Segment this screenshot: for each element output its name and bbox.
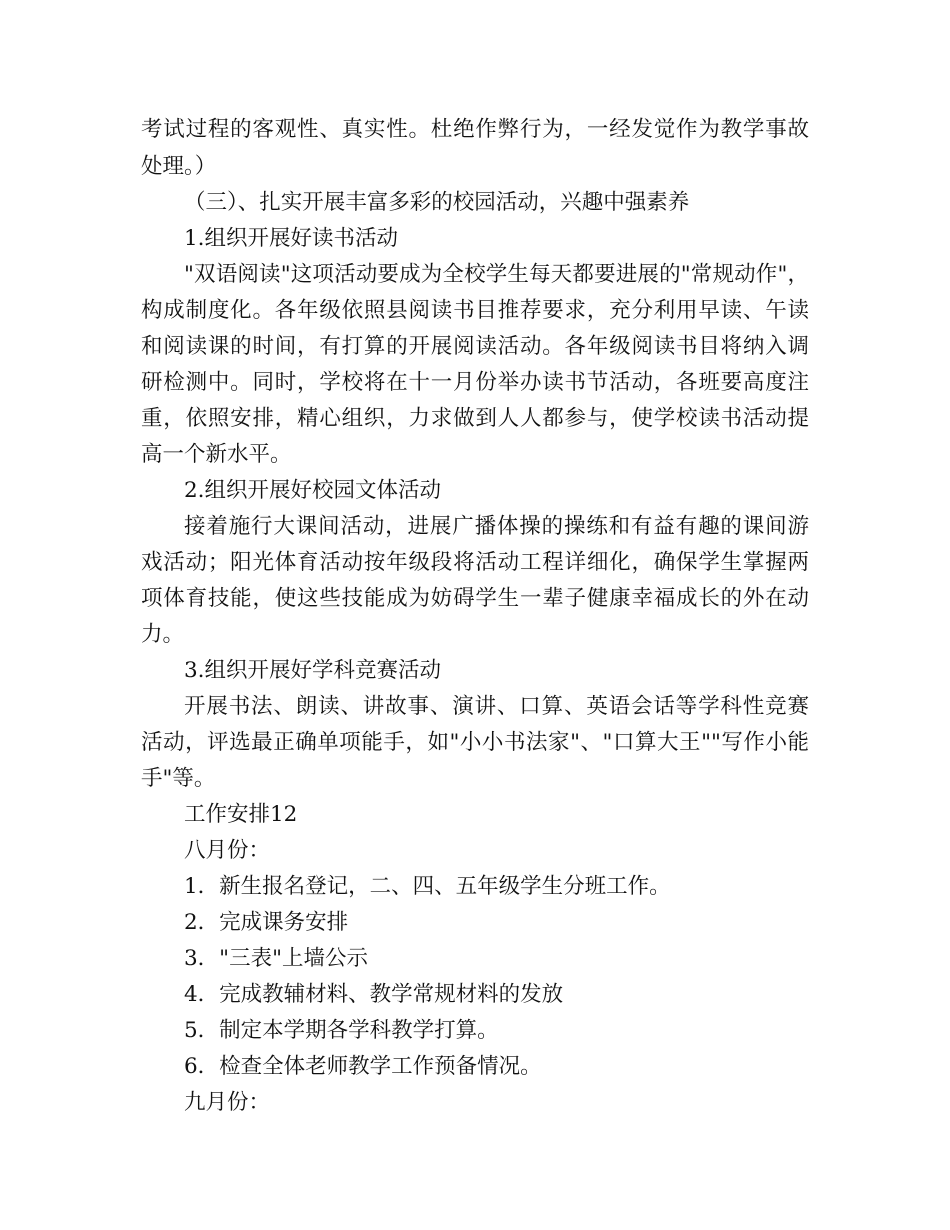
list-item: 2．完成课务安排 (184, 910, 349, 935)
paragraph-line: 接着施行大课间活动，进展广播体操的操练和有益有趣的课间游 (184, 514, 809, 539)
month-heading: 九月份： (184, 1090, 271, 1115)
subsection-heading: 3.组织开展好学科竞赛活动 (184, 658, 442, 683)
paragraph-line: 和阅读课的时间，有打算的开展阅读活动。各年级阅读书目将纳入调 (141, 334, 809, 359)
list-item: 3．"三表"上墙公示 (184, 946, 368, 971)
paragraph-line: 研检测中。同时，学校将在十一月份举办读书节活动，各班要高度注 (141, 370, 809, 395)
paragraph-line: 高一个新水平。 (141, 442, 292, 467)
subsection-heading: 2.组织开展好校园文体活动 (184, 478, 442, 503)
paragraph-line: 开展书法、朗读、讲故事、演讲、口算、英语会话等学科性竞赛 (184, 694, 809, 719)
list-item: 4．完成教辅材料、教学常规材料的发放 (184, 982, 564, 1007)
paragraph-line: "双语阅读"这项活动要成为全校学生每天都要进展的"常规动作"， (184, 262, 809, 287)
paragraph-line: 考试过程的客观性、真实性。杜绝作弊行为，一经发觉作为教学事故 (141, 117, 809, 142)
list-item: 5．制定本学期各学科教学打算。 (184, 1018, 499, 1043)
month-heading: 八月份： (184, 838, 271, 863)
paragraph-line: 构成制度化。各年级依照县阅读书目推荐要求，充分利用早读、午读 (141, 298, 809, 323)
section-title: 工作安排12 (184, 802, 298, 827)
list-item: 1．新生报名登记，二、四、五年级学生分班工作。 (184, 874, 671, 899)
paragraph-line: 活动，评选最正确单项能手，如"小小书法家"、"口算大王""写作小能 (141, 730, 809, 755)
section-heading: （三）、扎实开展丰富多彩的校园活动，兴趣中强素养 (184, 190, 690, 215)
paragraph-line: 项体育技能，使这些技能成为妨碍学生一辈子健康幸福成长的外在动 (141, 586, 809, 611)
paragraph-line: 处理。） (141, 154, 217, 179)
list-item: 6．检查全体老师教学工作预备情况。 (184, 1054, 542, 1079)
subsection-heading: 1.组织开展好读书活动 (184, 226, 399, 251)
paragraph-line: 重，依照安排，精心组织，力求做到人人都参与，使学校读书活动提 (141, 406, 809, 431)
paragraph-line: 手"等。 (141, 766, 216, 791)
paragraph-line: 力。 (141, 622, 185, 647)
paragraph-line: 戏活动；阳光体育活动按年级段将活动工程详细化，确保学生掌握两 (141, 550, 809, 575)
